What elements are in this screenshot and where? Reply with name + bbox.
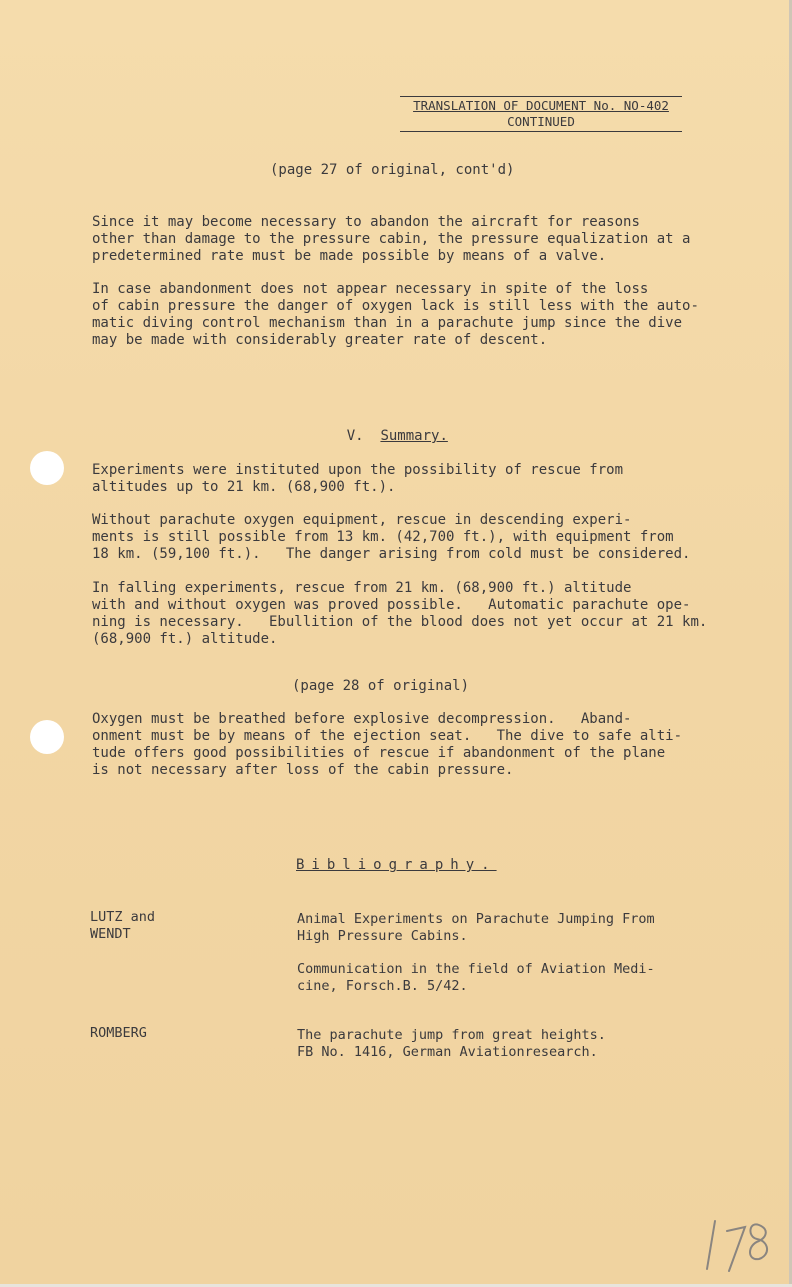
document-header	[400, 96, 682, 132]
section-heading	[313, 412, 448, 460]
punch-hole	[30, 720, 64, 754]
bib-item: The parachute jump from great heights. FB No. 1416, German Aviationresearch.	[297, 1027, 606, 1060]
paragraph: Experiments were instituted upon the possibility of rescue from altitudes up to 21 km. (68,900 ft.).	[92, 462, 624, 495]
header-continued: CONTINUED	[507, 114, 575, 129]
header-title: TRANSLATION OF DOCUMENT No. NO-402	[413, 98, 669, 113]
punch-hole	[30, 451, 64, 485]
handwritten-folio-number	[697, 1207, 777, 1277]
paragraph: Since it may become necessary to abandon the aircraft for reasons other than damage to the pressure cabin, the pressure equalization at a predetermined rate must be made possible by means of a valve.	[92, 214, 691, 264]
page-reference: (page 28 of original)	[292, 678, 470, 694]
bib-item: Communication in the field of Aviation Medi- cine, Forsch.B. 5/42.	[297, 961, 655, 994]
page-reference: (page 27 of original, cont'd)	[270, 162, 515, 178]
bib-author: ROMBERG	[90, 1025, 147, 1041]
paragraph: Without parachute oxygen equipment, rescue in descending experi- ments is still possible from 13 km. (42,700 ft.), with equipment from 18 km. (59,100 ft.). The danger arising from cold must be considered.	[92, 512, 691, 562]
paragraph: Oxygen must be breathed before explosive decompression. Aband- onment must be by means of the ejection seat. The dive to safe alti- tude offers good possibilities of rescue if abandonment of the plane is not necessary after loss of the cabin pressure.	[92, 711, 683, 778]
paragraph: In falling experiments, rescue from 21 km. (68,900 ft.) altitude with and without oxygen was proved possible. Automatic parachute ope- ning is necessary. Ebullition of the blood does not yet occur at 21 km. (68,900 ft.) altitude.	[92, 580, 708, 647]
section-title: Summary.	[380, 428, 448, 444]
bibliography-heading: Bibliography.	[296, 857, 497, 873]
paragraph: In case abandonment does not appear necessary in spite of the loss of cabin pressure the danger of oxygen lack is still less with the auto- matic diving control mechanism than in a parachute jump since the dive may be made with considerably greater rate of descent.	[92, 281, 699, 348]
bib-item: Animal Experiments on Parachute Jumping From High Pressure Cabins.	[297, 911, 655, 944]
section-number: V.	[346, 428, 364, 444]
bib-author: LUTZ and WENDT	[90, 909, 156, 942]
header-rule-bottom	[400, 131, 682, 132]
